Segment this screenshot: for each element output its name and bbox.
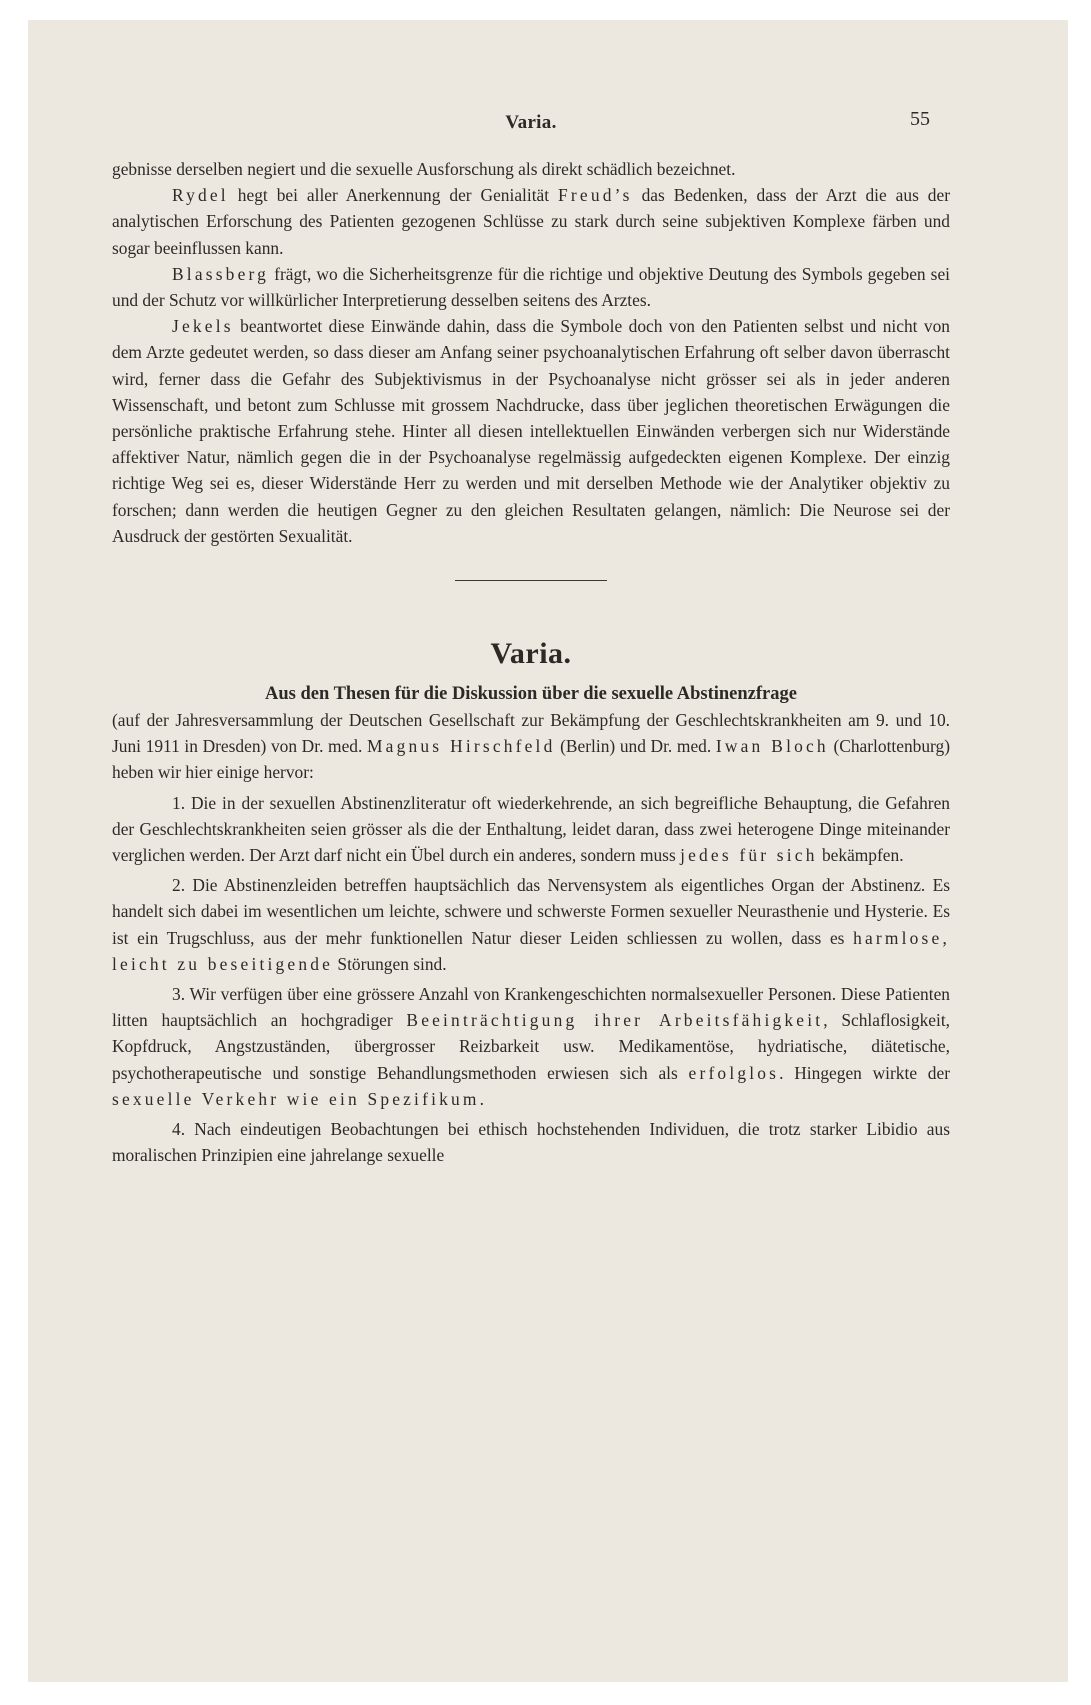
paragraph-jekels — [112, 313, 950, 549]
text-run: (Charlottenburg) heben wir hier einige hervor: — [112, 736, 951, 783]
spaced-emphasis: erfolglos — [688, 1062, 780, 1083]
running-head-title: Varia. — [505, 112, 557, 133]
paragraph-blassberg — [112, 261, 950, 313]
spaced-name: Blassberg — [172, 263, 270, 284]
text-run: . Hingegen wirkte der — [779, 1062, 950, 1083]
paragraph-continuation — [112, 156, 950, 182]
page-content — [112, 108, 951, 1169]
spaced-name: Freud’s — [558, 185, 633, 206]
spaced-emphasis: harmlose, leicht zu beseitigende — [112, 927, 950, 974]
text-run: frägt, wo die Sicherheitsgrenze für die richtige und objektive Deutung des Symbols gegeben sei und der Schutz vor willkürlicher Interpretierung desselben seitens des Arztes. — [112, 263, 950, 311]
spaced-emphasis: jedes für sich — [680, 845, 818, 866]
page-number: 55 — [910, 108, 930, 130]
text-run: 2. Die Abstinenzleiden betreffen hauptsächlich das Nervensystem als eigentliches Organ der Abstinenz. Es handelt sich dabei im wesentlichen um leichte, schwere und schwerste Formen sexueller Neurasthenie und Hysterie. Es ist ein Trugschluss, aus der mehr funktionellen Natur dieser Leiden schliessen zu wollen, dass es — [112, 875, 950, 948]
spaced-name: Iwan Bloch — [715, 736, 829, 757]
text-run: , Schlaflosigkeit, Kopfdruck, Angstzuständen, übergrosser Reizbarkeit usw. Medikamentöse, hydriatische, diätetische, psychotherapeutische und sonstige Behandlungsmethoden erwiesen sich als — [112, 1010, 951, 1083]
text-run: hegt bei aller Anerkennung der Genialität — [228, 185, 559, 206]
text-run: (auf der Jahresversammlung der Deutschen Gesellschaft zur Bekämpfung der Geschlechtskrankheiten am 9. und 10. Juni 1911 in Dresden) von Dr. med. — [112, 710, 950, 757]
thesis-4 — [112, 1116, 950, 1168]
spaced-emphasis: Beeinträchtigung ihrer Arbeitsfähigkeit — [406, 1010, 824, 1031]
text-run: 1. Die in der sexuellen Abstinenzliteratur oft wiederkehrende, an sich begreifliche Behauptung, die Gefahren der Geschlechtskrankheiten seien grösser als die der Enthaltung, leidet daran, dass zwei heterogene Dinge miteinander verglichen werden. Der Arzt darf nicht ein Übel durch ein anderes, sondern muss — [112, 792, 950, 866]
paragraph-rydel — [112, 182, 950, 261]
text-run: beantwortet diese Einwände dahin, dass die Symbole doch von den Patienten selbst und nicht von dem Arzte gedeutet werden, so dass dieser am Anfang seiner psychoanalytischen Erfahrung oft selber davon überrascht wird, ferner dass die Gefahr des Subjektivismus in der Psychoanalyse nicht grösser sei als in jeder anderen Wissenschaft, und betont zum Schlusse mit grossem Nachdrucke, dass über jeglichen theoretischen Erwägungen die persönliche praktische Erfahrung stehe. Hinter all diesen intellektuellen Einwänden verbergen sich nur Widerstände affektiver Natur, nämlich gegen die in der Psychoanalyse regelmässig aufgedeckten eigenen Komplexe. Der einzig richtige Weg sei es, dieser Widerstände Herr zu werden und mit derselben Methode wie der Analytiker objektiv zu forschen; dann werden die heutigen Gegner zu den gleichen Resultaten gelangen, nämlich: Die Neurose sei der Ausdruck der gestörten Sexualität. — [112, 316, 950, 546]
article-intro — [112, 707, 950, 786]
thesis-2 — [112, 872, 950, 977]
text-run: 3. Wir verfügen über eine grössere Anzahl von Krankengeschichten normalsexueller Personen. Diese Patienten litten hauptsächlich an hochgradiger — [112, 984, 950, 1031]
running-head — [112, 108, 950, 142]
text-run: . — [479, 1088, 484, 1109]
text-run: Störungen sind. — [333, 953, 447, 974]
spaced-name: Jekels — [172, 316, 234, 337]
text-run: 4. Nach eindeutigen Beobachtungen bei ethisch hochstehenden Individuen, die trotz starker Libidio aus moralischen Prinzipien eine jahrelange sexuelle — [112, 1119, 950, 1166]
article-subheading: Aus den Thesen für die Diskussion über die sexuelle Abstinenzfrage — [265, 684, 797, 705]
section-title: Varia. — [490, 637, 572, 671]
scanned-page — [28, 20, 1068, 1682]
spaced-name: Magnus Hirschfeld — [367, 736, 556, 757]
text-run: (Berlin) und Dr. med. — [555, 736, 716, 757]
section-divider — [455, 580, 607, 581]
thesis-3 — [112, 981, 950, 1112]
spaced-emphasis: sexuelle Verkehr wie ein Spezifikum — [112, 1088, 480, 1109]
spaced-name: Rydel — [172, 185, 229, 206]
text-run: das Bedenken, dass der Arzt die aus der analytischen Erforschung des Patienten gezogenen Schlüsse zu stark durch seine subjektiven Komplexe färben und sogar beeinflussen kann. — [112, 185, 951, 258]
text-run: gebnisse derselben negiert und die sexuelle Ausforschung als direkt schädlich bezeichnet. — [112, 159, 736, 179]
thesis-1 — [112, 790, 950, 869]
text-run: bekämpfen. — [817, 845, 904, 866]
